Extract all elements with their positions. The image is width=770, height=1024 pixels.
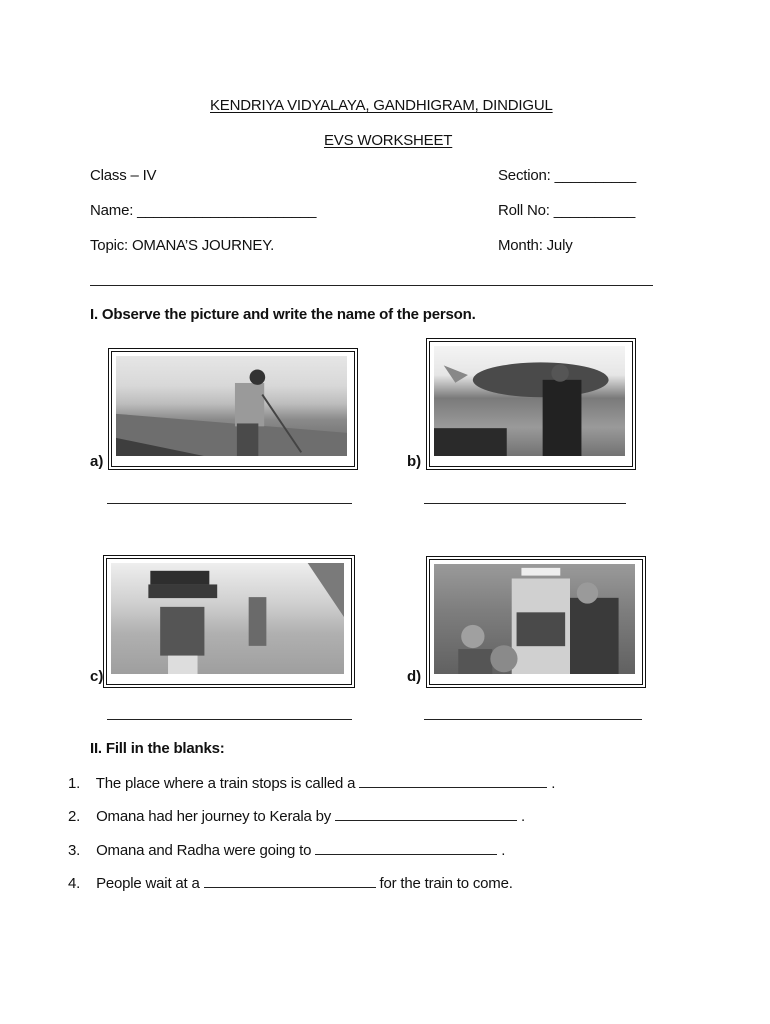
- section2-heading: II. Fill in the blanks:: [90, 740, 225, 757]
- question-number: 2.: [68, 808, 81, 825]
- blank-answer-4[interactable]: [204, 875, 376, 888]
- class-label: Class – IV: [90, 167, 157, 184]
- porter-illustration: [111, 563, 347, 680]
- question-number: 3.: [68, 842, 81, 859]
- picture-a-sweeper: [108, 348, 358, 470]
- item-b-label: b): [407, 453, 422, 470]
- blank-question-4: [68, 875, 513, 892]
- answer-line-c[interactable]: [107, 719, 352, 720]
- question-text: People wait at a: [96, 875, 204, 892]
- question-number: 4.: [68, 875, 81, 892]
- item-c-label: c): [90, 668, 104, 685]
- guard-illustration: [434, 346, 628, 462]
- item-a-label: a): [90, 453, 104, 470]
- question-number: 1.: [68, 775, 81, 792]
- item-d-label: d): [407, 668, 422, 685]
- question-end: for the train to come.: [379, 875, 513, 892]
- sweeper-illustration: [116, 356, 350, 462]
- picture-c-porter: [103, 555, 355, 688]
- blank-question-2: [68, 808, 525, 825]
- picture-d-ticket-checker: [426, 556, 646, 688]
- blank-question-3: [68, 842, 505, 859]
- section-field[interactable]: Section: __________: [498, 167, 636, 184]
- answer-line-a[interactable]: [107, 503, 352, 504]
- ticket-checker-illustration: [434, 564, 638, 680]
- blank-answer-2[interactable]: [335, 808, 517, 821]
- separator-line: [90, 285, 653, 286]
- topic-label: Topic: OMANA’S JOURNEY.: [90, 237, 275, 254]
- question-text: The place where a train stops is called a: [95, 775, 360, 792]
- school-name: KENDRIYA VIDYALAYA, GANDHIGRAM, DINDIGUL: [210, 97, 553, 114]
- blank-answer-3[interactable]: [315, 842, 497, 855]
- worksheet-title: EVS WORKSHEET: [324, 132, 453, 149]
- question-end: .: [521, 808, 525, 825]
- question-text: Omana and Radha were going to: [96, 842, 316, 859]
- name-field[interactable]: Name: ______________________: [90, 202, 317, 219]
- section1-heading: I. Observe the picture and write the name of the person.: [90, 306, 476, 323]
- question-end: .: [551, 775, 556, 792]
- answer-line-d[interactable]: [424, 719, 642, 720]
- question-end: .: [501, 842, 506, 859]
- answer-line-b[interactable]: [424, 503, 626, 504]
- month-label: Month: July: [498, 237, 573, 254]
- picture-b-guard: [426, 338, 636, 470]
- question-text: Omana had her journey to Kerala by: [96, 808, 336, 825]
- roll-no-field[interactable]: Roll No: __________: [498, 202, 636, 219]
- blank-answer-1[interactable]: [359, 775, 547, 788]
- blank-question-1: [68, 775, 555, 792]
